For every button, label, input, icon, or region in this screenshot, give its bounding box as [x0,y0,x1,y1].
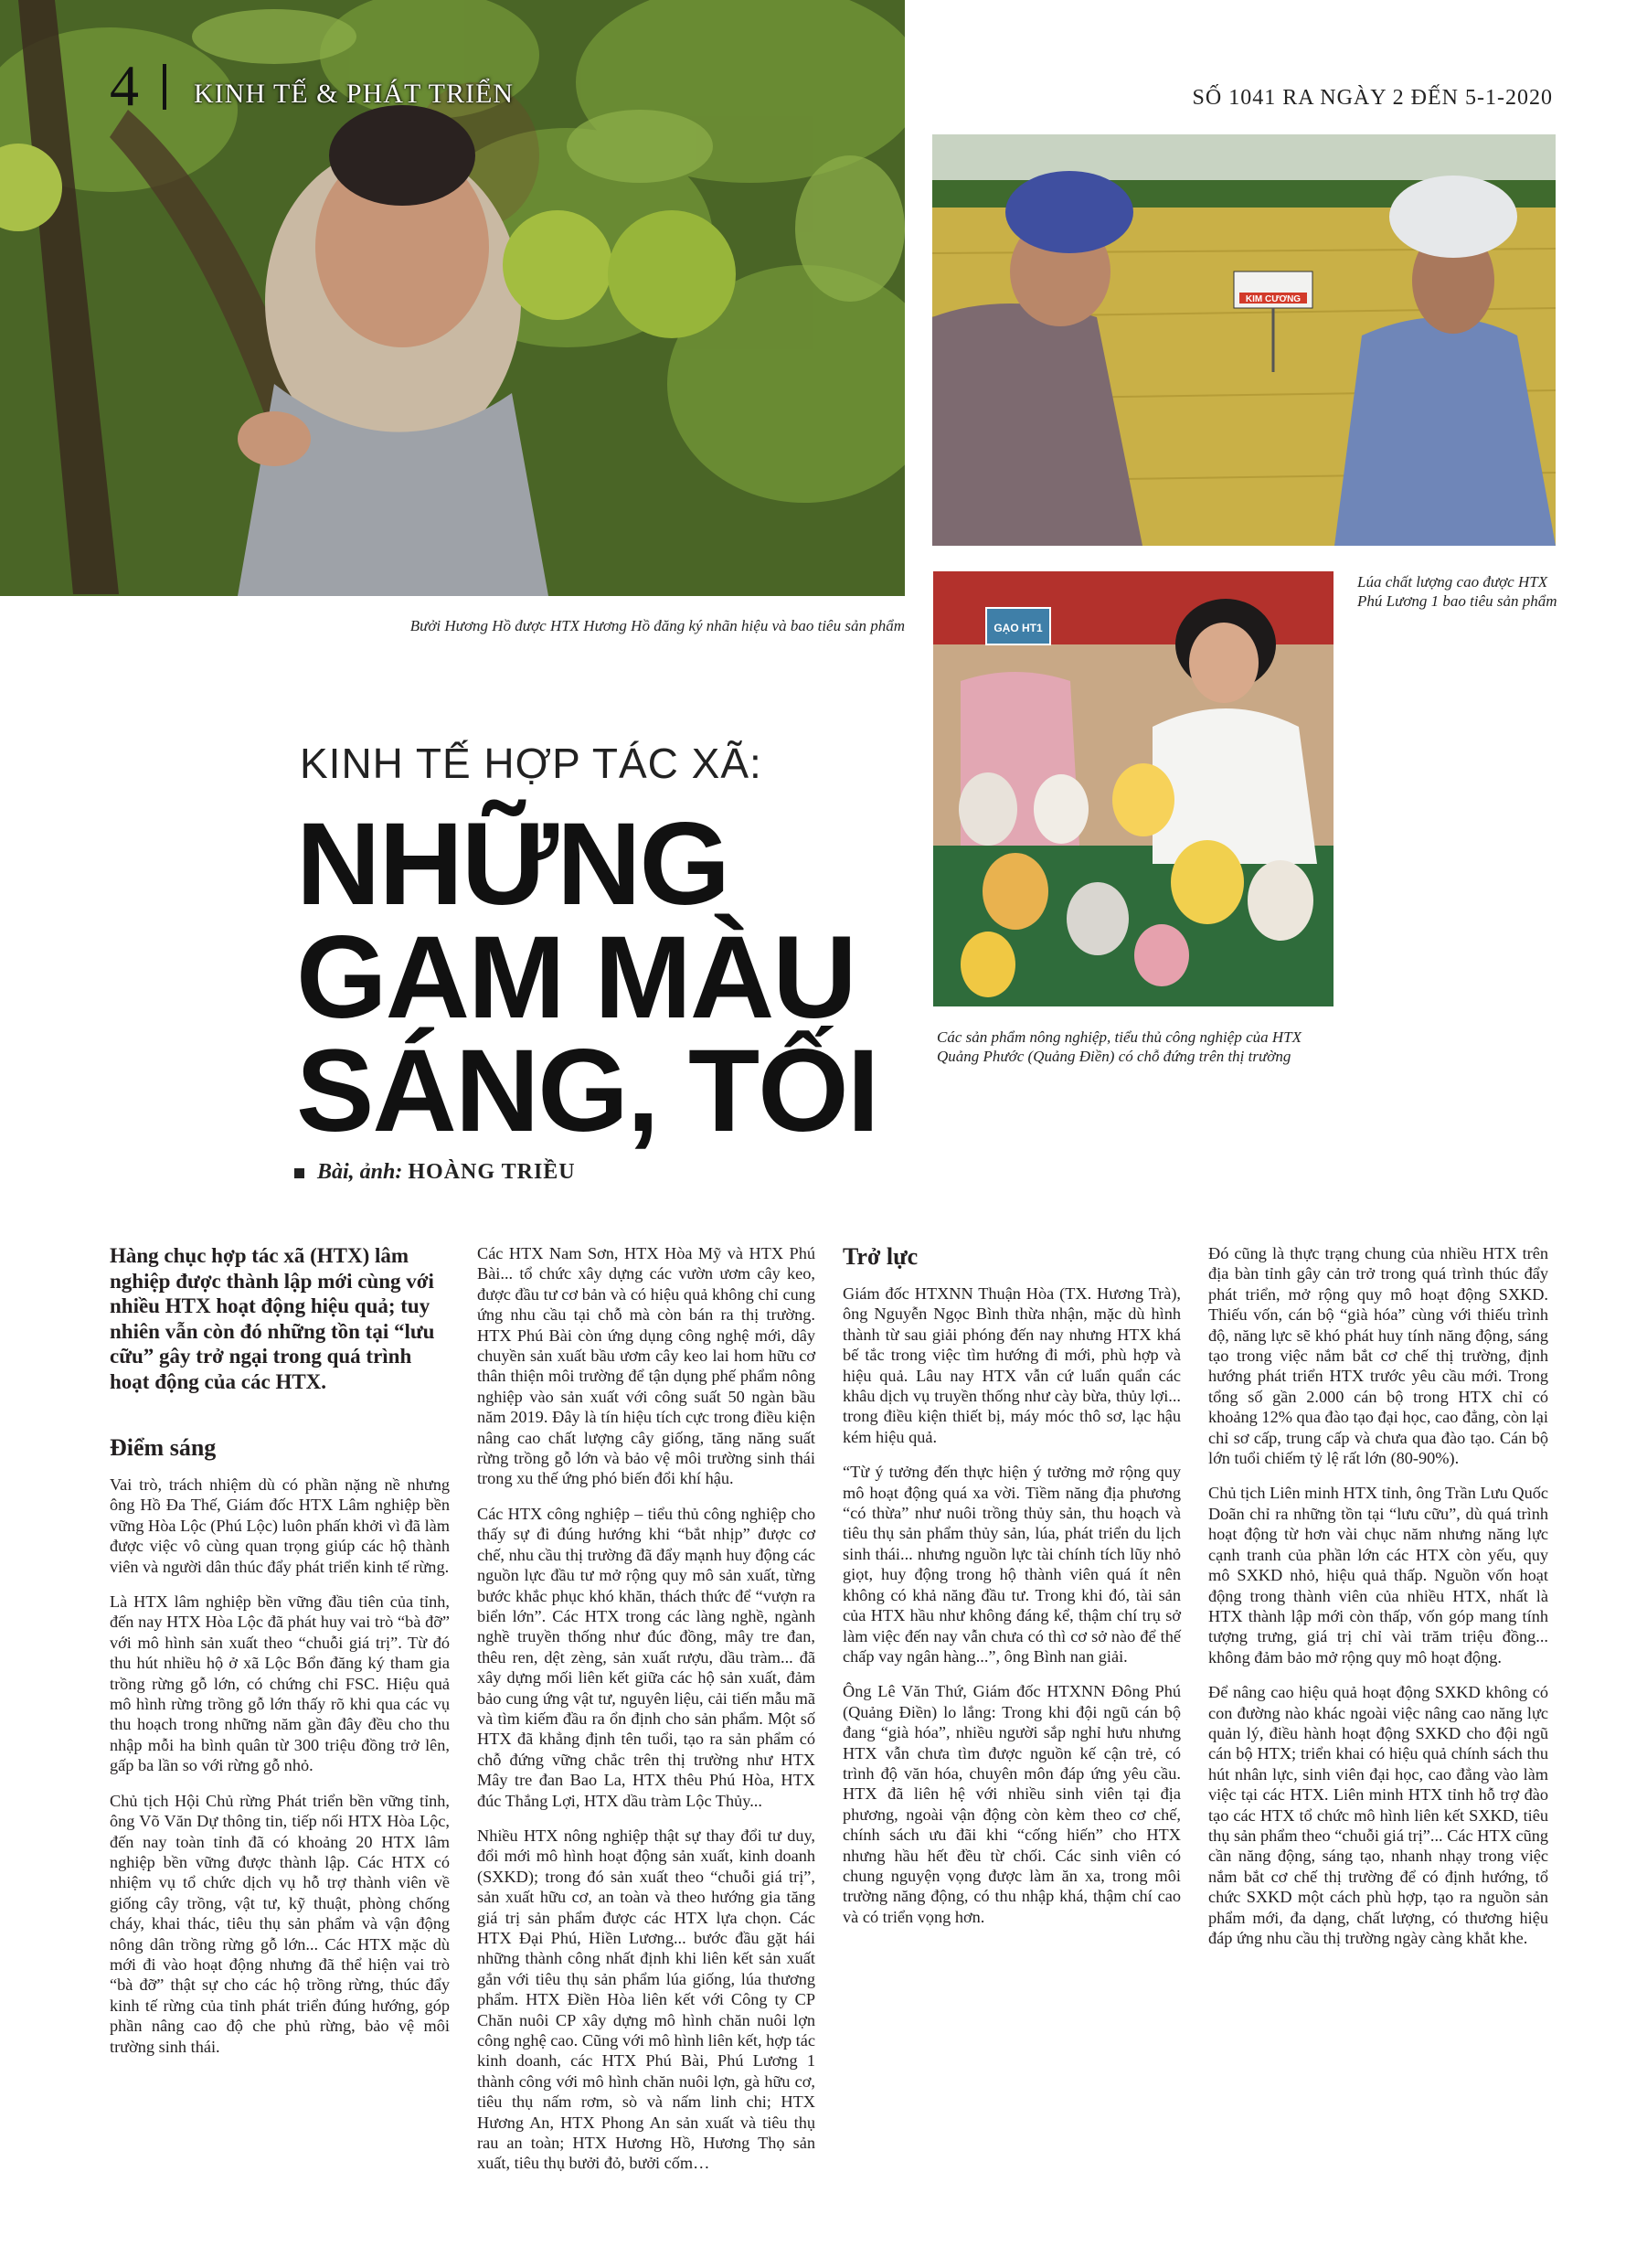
rice-bag-sign: GẠO HT1 [994,622,1043,634]
paragraph-11: Chủ tịch Liên minh HTX tỉnh, ông Trần Lưu Quốc Doãn chỉ ra những tồn tại “lưu cữu”, dù quá trình hoạt động từ hơn vài chục năm nhưng năng lực cạnh tranh của phần lớn các HTX còn yếu, quy mô SXKD nhỏ, hiệu quả thấp. Nguồn vốn hoạt động trong thành viên của nhiều HTX, nhất là HTX thành lập mới còn thấp, vốn góp mang tính tượng trưng, giá trị chỉ vài trăm triệu đồng... không đảm bảo mở rộng quy mô hoạt động. [1208,1484,1548,1666]
rice-variety-sign: KIM CƯƠNG [1245,294,1302,304]
byline-author: HOÀNG TRIỀU [408,1160,576,1184]
product-stall-illustration [933,571,1334,1006]
section-title: KINH TẾ & PHÁT TRIỂN [194,79,514,109]
byline-prefix: Bài, ảnh: [317,1160,403,1184]
page-number: 4 [110,53,139,118]
paragraph-10: Đó cũng là thực trạng chung của nhiều HTX trên địa bàn tỉnh gây cản trở trong quá trình thúc đẩy phát triển, mở rộng quy mô hoạt động SXKD. Thiếu vốn, cán bộ “già hóa” cùng với thiếu trình độ, năng lực sẽ khó phát huy tính năng động, sáng tạo trong việc nắm bắt cơ chế thị trường, định hướng phát triển HTX trước yêu cầu mới. Trong tổng số gần 2.000 cán bộ trong HTX chỉ có khoảng 12% qua đào tạo đại học, cao đẳng, còn lại chỉ sơ cấp, trung cấp và chưa qua đào tạo. Cán bộ lớn tuổi chiếm tỷ lệ rất lớn (80-90%). [1208,1244,1548,1468]
paragraph-12: Để nâng cao hiệu quả hoạt động SXKD không có con đường nào khác ngoài việc nâng cao năng lực quản lý, điều hành hoạt động SXKD cho đội ngũ cán bộ HTX; triển khai có hiệu quả chính sách thu hút nhân lực, sinh viên đại học, cao đẳng vào làm việc tại các HTX. Liên minh HTX tỉnh hỗ trợ đào tạo các HTX tổ chức mô hình liên kết SXKD, tiêu thụ sản phẩm theo “chuỗi giá trị”... Các HTX cũng cần năng động, sáng tạo, nhanh nhạy trong việc nắm bắt cơ chế thị trường để có định hướng, tổ chức SXKD một cách phù hợp, tạo ra nguồn sản phẩm mới, đa dạng, chất lượng, có thương hiệu đáp ứng nhu cầu thị trường ngày càng khắt khe. [1208,1683,1548,1947]
header-divider [163,64,166,110]
pomelo-photo-caption: Bưởi Hương Hồ được HTX Hương Hồ đăng ký nhãn hiệu và bao tiêu sản phẩm [409,617,905,634]
subhead-obstacles: Trở lực [843,1243,919,1270]
article-headline: NHỮNG GAM MÀU SÁNG, TỐI [296,799,878,1156]
rice-field-illustration [932,134,1556,546]
article-column-2 [477,1243,815,2188]
stall-photo-caption: Các sản phẩm nông nghiệp, tiểu thủ công nghiệp của HTX Quảng Phước (Quảng Điền) có chỗ đứng trên thị trường [937,1028,1302,1065]
subhead-bright-spots: Điểm sáng [110,1434,217,1461]
paragraph-3: Chủ tịch Hội Chủ rừng Phát triển bền vững tỉnh, ông Võ Văn Dự thông tin, tiếp nối HTX Hòa Lộc, đến nay toàn tỉnh đã có khoảng 20 HTX lâm nghiệp bền vững được thành lập. Các HTX có nhiệm vụ tổ chức dịch vụ hỗ trợ thành viên về giống cây trồng, vật tư, kỹ thuật, phòng chống cháy, khai thác, tiêu thụ sản phẩm và vận động nông dân trồng rừng gỗ lớn... Các HTX mặc dù mới đi vào hoạt động nhưng đã thể hiện vai trò “bà đỡ” thật sự cho các hộ trồng rừng, thúc đẩy kinh tế rừng của tỉnh phát triển đúng hướng, góp phần nâng cao độ che phủ rừng, bảo vệ môi trường sinh thái. [110,1791,450,2056]
paragraph-4: Các HTX Nam Sơn, HTX Hòa Mỹ và HTX Phú Bài... tổ chức xây dựng các vườn ươm cây keo, được đầu tư cơ bản và có hiệu quả không chỉ cung ứng nhu cầu tại chỗ mà còn bán ra thị trường. HTX Phú Bài còn ứng dụng công nghệ mới, dây chuyền sản xuất bầu ươm cây keo lai hom hữu cơ thân thiện môi trường để tận dụng phế phẩm nông nghiệp vào sản xuất với công suất 50 ngàn bầu năm 2019. Đây là tín hiệu tích cực trong điều kiện nâng cao chất lượng cây giống, tăng năng suất rừng trồng gỗ lớn và bảo vệ môi trường sinh thái trong xu thế ứng phó biến đổi khí hậu. [477,1244,815,1488]
rice-photo-caption: Lúa chất lượng cao được HTX Phú Lương 1 bao tiêu sản phẩm [1357,573,1557,610]
article-column-4 [1208,1243,1548,1963]
article-lead: Hàng chục hợp tác xã (HTX) lâm nghiệp được thành lập mới cùng với nhiều HTX hoạt động hiệu quả; tuy nhiên vẫn còn đó những tồn tại “lưu cữu” gây trở ngại trong quá trình hoạt động của các HTX. [110,1244,435,1393]
paragraph-2: Là HTX lâm nghiệp bền vững đầu tiên của tỉnh, đến nay HTX Hòa Lộc đã phát huy vai trò “bà đỡ” với mô hình sản xuất theo “chuỗi giá trị”. Từ đó thu hút nhiều hộ ở xã Lộc Bổn đăng ký tham gia trồng rừng gỗ lớn, có chứng chỉ FSC. Hiệu quả mô hình rừng trồng gỗ lớn thấy rõ khi qua các vụ thu hoạch trong những năm gần đây đều cho thu nhập mỗi ha bình quân từ 300 triệu đồng trở lên, gấp ba lần so với rừng gỗ nhỏ. [110,1592,450,1775]
article-column-3 [843,1243,1181,1942]
article-kicker: KINH TẾ HỢP TÁC XÃ: [300,740,762,787]
paragraph-6: Nhiều HTX nông nghiệp thật sự thay đổi tư duy, đổi mới mô hình hoạt động sản xuất, kinh doanh (SXKD); trong đó sản xuất theo “chuỗi giá trị”, sản xuất hữu cơ, an toàn và theo hướng gia tăng giá trị sản phẩm được các HTX lựa chọn. Các HTX Đại Phú, Hiền Lương... bước đầu gặt hái những thành công nhất định khi liên kết sản xuất gắn với tiêu thụ sản phẩm lúa giống, lúa thương phẩm. HTX Điền Hòa liên kết với Công ty CP Chăn nuôi CP xây dựng mô hình chăn nuôi lợn công nghệ cao. Cũng với mô hình liên kết, hợp tác kinh doanh, các HTX Phú Bài, Phú Lương 1 thành công với mô hình chăn nuôi lợn, gà hữu cơ, tiêu thụ nấm rơm, sò và nấm linh chi; HTX Hương An, HTX Phong An sản xuất và tiêu thụ rau an toàn; HTX Hương Hồ, Hương Thọ sản xuất, tiêu thụ bưởi đỏ, bưởi cốm… [477,1826,815,2173]
paragraph-9: Ông Lê Văn Thứ, Giám đốc HTXNN Đông Phú (Quảng Điền) lo lắng: Trong khi đội ngũ cán bộ đang “già hóa”, nhiều người sắp nghỉ hưu nhưng HTX vẫn chưa tìm được nguồn kế cận trẻ, có trình độ văn hóa, chuyên môn đáp ứng yêu cầu. HTX đã liên hệ với nhiều sinh viên tại địa phương, ngoài vận động còn kèm theo cơ chế, chính sách ưu đãi khi “cống hiến” cho HTX nhưng hầu hết đều từ chối. Các sinh viên có chung nguyện vọng được làm ăn xa, trong môi trường năng động, có thu nhập khá, thậm chí cao và có triển vọng hơn. [843,1682,1181,1926]
paragraph-5: Các HTX công nghiệp – tiểu thủ công nghiệp cho thấy sự đi đúng hướng khi “bắt nhịp” được cơ chế, nhu cầu thị trường đã đẩy mạnh huy động các nguồn lực đầu tư mở rộng quy mô sản xuất, từng bước khắc phục khó khăn, thách thức để “vượn ra biển lớn”. Các HTX trong các làng nghề, ngành nghề truyền thống như đúc đồng, mây tre đan, thêu ren, dệt zèng, sản xuất rượu, dầu tràm... đã xây dựng mối liên kết giữa các hộ sản xuất, đảm bảo cung ứng vật tư, nguyên liệu, cải tiến mẫu mã và tìm kiếm đầu ra ổn định cho sản phẩm. Một số HTX đã khẳng định tên tuổi, tạo ra sản phẩm có chỗ đứng vững chắc trên thị trường như HTX Mây tre đan Bao La, HTX thêu Phú Hòa, HTX đúc Thắng Lợi, HTX dầu tràm Lộc Thủy... [477,1504,815,1810]
rice-field-photo [932,134,1556,546]
issue-info: SỐ 1041 RA NGÀY 2 ĐẾN 5-1-2020 [1192,86,1553,110]
byline [294,1160,576,1185]
paragraph-8: “Từ ý tưởng đến thực hiện ý tưởng mở rộng quy mô hoạt động quá xa vời. Tiềm năng địa phương “có thừa” như nuôi trồng thủy sản, thu hoạch và tiêu thụ sản phẩm thủy sản, lúa, phát triển du lịch sinh thái... nhưng nguồn lực tài chính tích lũy nhỏ giọt, huy động trong hộ thành viên quá ít nên không có khả năng đầu tư. Trong khi đó, tài sản của HTX hầu như không đáng kể, thậm chí trụ sở làm việc đến nay vẫn chưa có thì cơ sở nào để thế chấp vay ngân hàng...”, ông Bình nan giải. [843,1463,1181,1666]
article-column-1 [110,1243,450,2071]
paragraph-7: Giám đốc HTXNN Thuận Hòa (TX. Hương Trà), ông Nguyễn Ngọc Bình thừa nhận, mặc dù hình thành từ sau giải phóng đến nay nhưng HTX khá bế tắc trong việc tìm hướng đi mới, phù hợp và hiệu quả. Lâu nay HTX vẫn cứ luẩn quẩn các khâu dịch vụ truyền thống như cày bừa, thủy lợi... trong điều kiện thiết bị, máy móc thô sơ, lạc hậu kém hiệu quả. [843,1284,1181,1446]
paragraph-1: Vai trò, trách nhiệm dù có phần nặng nề nhưng ông Hồ Đa Thế, Giám đốc HTX Lâm nghiệp bền vững Hòa Lộc (Phú Lộc) luôn phấn khởi vì đã làm được việc vô cùng quan trọng giúp các hộ thành viên và người dân thúc đẩy phát triển kinh tế rừng. [110,1475,450,1576]
product-stall-photo [933,571,1334,1006]
byline-bullet-icon [294,1168,304,1178]
